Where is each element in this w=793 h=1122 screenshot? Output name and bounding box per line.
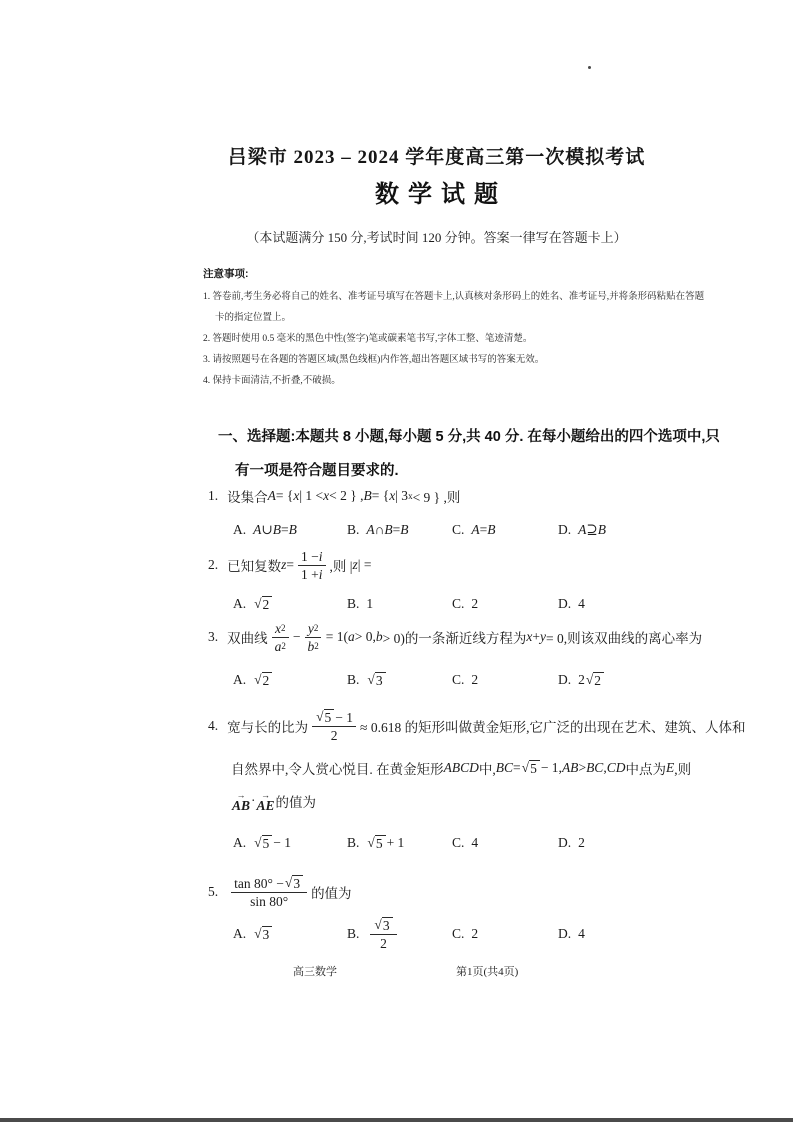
math-variable: a bbox=[274, 638, 282, 654]
option-value: A ∩ B = B bbox=[366, 522, 409, 537]
vector-arrow-icon: → bbox=[261, 789, 271, 800]
radicand: 3 bbox=[375, 672, 386, 688]
fraction-numerator: x 2 bbox=[272, 621, 289, 638]
fraction-denominator: b 2 bbox=[307, 638, 319, 654]
paper-subject-title: 数学试题 bbox=[375, 182, 507, 208]
section-title bbox=[218, 420, 720, 488]
options-row bbox=[208, 917, 670, 951]
option-value: 4 bbox=[578, 596, 585, 611]
option-label: A. bbox=[233, 596, 247, 611]
option-value: 1 bbox=[366, 596, 374, 611]
vector bbox=[257, 791, 275, 812]
notice-line: 1. 答卷前,考生务必将自己的姓名、准考证号填写在答题卡上,认真核对条形码上的姓名、准考证号,并将条形码粘贴在答题 bbox=[203, 292, 705, 302]
math-variable: CD bbox=[606, 760, 626, 775]
option-a bbox=[233, 835, 291, 851]
math-variable: B bbox=[272, 522, 281, 537]
option-c bbox=[452, 835, 478, 851]
fraction-numerator: y 2 bbox=[305, 621, 322, 638]
option-a bbox=[233, 672, 273, 688]
math-variable: B bbox=[597, 522, 606, 537]
option-value: 2 bbox=[471, 672, 479, 687]
footer-course-label: 高三数学 bbox=[293, 966, 337, 978]
option-value: 2 bbox=[578, 835, 585, 850]
fraction-numerator: tan 80° − √ 3 bbox=[231, 875, 307, 893]
square-root bbox=[254, 835, 272, 851]
fraction bbox=[312, 709, 356, 743]
section-title-line2: 有一项是符合题目要求的. bbox=[235, 463, 399, 479]
question-number: 4. bbox=[208, 718, 219, 733]
math-variable: b bbox=[375, 629, 383, 644]
scan-edge-bar bbox=[0, 1118, 793, 1122]
option-label: B. bbox=[347, 522, 360, 537]
radical-sign-icon: √ bbox=[316, 709, 324, 724]
question-text-line: 4. 宽与长的比为 √ 5 − 1 2 ≈ 0.618 的矩形叫做黄金矩形,它广泛的出现在艺术、建筑、人体和 bbox=[208, 709, 746, 743]
option-value: 2 √ 2 bbox=[578, 672, 605, 688]
notice-line: 2. 答题时使用 0.5 毫米的黑色中性(签字)笔或碳素笔书写,字体工整、笔迹清楚。 bbox=[203, 334, 533, 344]
radicand: 2 bbox=[262, 596, 273, 612]
option-value: 2 bbox=[471, 596, 479, 611]
math-variable: B bbox=[288, 522, 297, 537]
math-variable: z bbox=[352, 557, 358, 572]
math-variable: A bbox=[366, 522, 375, 537]
math-variable: A bbox=[471, 522, 480, 537]
square-root bbox=[254, 672, 272, 688]
scan-dot-artifact bbox=[588, 66, 591, 69]
radicand: 3 bbox=[382, 917, 393, 933]
question-number: 1. bbox=[208, 488, 219, 503]
radical-sign-icon: √ bbox=[374, 917, 382, 932]
notice-heading: 注意事项: bbox=[203, 268, 249, 280]
fraction bbox=[370, 917, 396, 951]
square-root bbox=[522, 760, 540, 776]
option-value: A ⊇ B bbox=[578, 522, 606, 537]
notice-item bbox=[203, 287, 705, 329]
question-number: 3. bbox=[208, 629, 219, 644]
option-label: A. bbox=[233, 926, 247, 941]
notice-line: 卡的指定位置上。 bbox=[215, 313, 292, 323]
option-d bbox=[558, 926, 585, 942]
math-variable: BC bbox=[495, 760, 514, 775]
option-b bbox=[347, 522, 409, 538]
math-variable: B bbox=[363, 488, 372, 503]
square-root bbox=[367, 672, 385, 688]
question-number: 5. bbox=[208, 884, 219, 899]
question-5 bbox=[208, 870, 670, 951]
vector-arrow-icon: → bbox=[236, 789, 246, 800]
option-d bbox=[558, 596, 585, 612]
option-c bbox=[452, 522, 496, 538]
math-variable: x bbox=[293, 488, 300, 503]
math-variable: x bbox=[526, 629, 533, 644]
fraction-denominator: 1 + i bbox=[301, 566, 323, 582]
question-2 bbox=[208, 546, 670, 618]
option-value bbox=[366, 672, 386, 688]
question-text-line: 1. 设集合 A = { x | 1 < x < 2 } , B = { x | 3 x < 9 } ,则 bbox=[208, 488, 461, 505]
math-variable: A bbox=[267, 488, 276, 503]
option-value bbox=[253, 926, 273, 942]
question-number: 2. bbox=[208, 557, 219, 572]
fraction-numerator bbox=[370, 917, 396, 935]
option-value: 4 bbox=[578, 926, 585, 941]
question-text-line: 2. 已知复数 z = 1 − i 1 + i ,则 | z | = bbox=[208, 548, 372, 582]
square-root bbox=[285, 875, 303, 891]
square-root bbox=[254, 926, 272, 942]
options-row bbox=[208, 590, 670, 618]
option-b bbox=[347, 917, 401, 951]
math-variable: y bbox=[539, 629, 546, 644]
option-value bbox=[253, 672, 273, 688]
math-variable: x bbox=[389, 488, 396, 503]
notice-item bbox=[203, 350, 669, 371]
math-variable: b bbox=[307, 638, 315, 654]
math-variable: B bbox=[384, 522, 393, 537]
radicand: 3 bbox=[292, 875, 303, 891]
option-value bbox=[253, 596, 273, 612]
square-root bbox=[374, 917, 392, 933]
vector-name: AE bbox=[256, 797, 275, 813]
option-label: D. bbox=[558, 596, 572, 611]
radicand: 5 bbox=[324, 709, 335, 725]
math-variable: x bbox=[323, 488, 330, 503]
option-value: A = B bbox=[471, 522, 496, 537]
math-variable: E bbox=[665, 760, 675, 775]
option-label: C. bbox=[452, 522, 465, 537]
question-text-line: 3. 双曲线 x 2 a 2 − y 2 b 2 = 1( a > 0, b > 0)的一条渐近线方程为 x + y = 0,则该双曲线的离心率为 bbox=[208, 620, 703, 654]
question-text-line: 5. tan 80° − √ 3 sin 80° 的值为 bbox=[208, 875, 352, 909]
radicand: 5 bbox=[262, 835, 273, 851]
vector-name: AB bbox=[232, 797, 251, 813]
math-variable: a bbox=[347, 629, 355, 644]
notice-line: 4. 保持卡面清洁,不折叠,不破损。 bbox=[203, 376, 341, 386]
option-label: A. bbox=[233, 672, 247, 687]
option-b bbox=[347, 835, 404, 851]
options-row bbox=[208, 516, 670, 544]
fraction-denominator: a 2 bbox=[274, 638, 286, 654]
fraction-denominator: 2 bbox=[330, 728, 338, 743]
question-1 bbox=[208, 485, 670, 544]
square-root bbox=[586, 672, 604, 688]
fraction-numerator: √ 5 − 1 bbox=[312, 709, 356, 727]
radicand: 2 bbox=[593, 672, 604, 688]
option-value bbox=[366, 917, 400, 951]
notice-line: 3. 请按照题号在各题的答题区域(黑色线框)内作答,超出答题区域书写的答案无效。 bbox=[203, 355, 545, 365]
option-value: √ 5 + 1 bbox=[367, 835, 405, 851]
math-variable: BC bbox=[586, 760, 604, 775]
option-a bbox=[233, 522, 297, 538]
fraction bbox=[272, 621, 289, 654]
option-label: C. bbox=[452, 596, 465, 611]
radical-sign-icon: √ bbox=[521, 760, 530, 775]
fraction bbox=[298, 549, 326, 582]
question-text-line: → AB · → AE 的值为 bbox=[232, 789, 317, 813]
math-variable: B bbox=[487, 522, 496, 537]
option-a bbox=[233, 596, 273, 612]
option-value: 2 bbox=[471, 926, 479, 941]
question-4 bbox=[208, 704, 746, 857]
fraction bbox=[231, 875, 307, 909]
math-variable: x bbox=[275, 620, 281, 636]
option-c bbox=[452, 596, 478, 612]
exam-instructions-note: （本试题满分 150 分,考试时间 120 分钟。答案一律写在答题卡上） bbox=[246, 230, 627, 245]
option-d bbox=[558, 672, 605, 688]
option-label: D. bbox=[558, 672, 572, 687]
option-value: 4 bbox=[471, 835, 479, 850]
option-label: D. bbox=[558, 522, 572, 537]
math-variable: i bbox=[318, 548, 323, 564]
option-label: C. bbox=[452, 926, 465, 941]
option-label: B. bbox=[347, 596, 360, 611]
math-variable: AB bbox=[561, 760, 579, 775]
option-label: D. bbox=[558, 926, 572, 941]
square-root bbox=[367, 835, 385, 851]
square-root bbox=[254, 596, 272, 612]
radical-sign-icon: √ bbox=[367, 672, 375, 687]
option-b bbox=[347, 672, 387, 688]
option-d bbox=[558, 522, 606, 538]
math-variable: z bbox=[281, 557, 287, 572]
notice-item bbox=[203, 371, 669, 392]
option-label: D. bbox=[558, 835, 572, 850]
option-value: √ 5 − 1 bbox=[254, 835, 292, 851]
option-label: A. bbox=[233, 522, 247, 537]
option-c bbox=[452, 672, 478, 688]
fraction bbox=[305, 621, 322, 654]
option-label: A. bbox=[233, 835, 247, 850]
options-row bbox=[208, 666, 670, 694]
fraction-denominator: 2 bbox=[380, 936, 387, 951]
radical-sign-icon: √ bbox=[585, 672, 594, 687]
exam-title: 吕梁市 2023 – 2024 学年度高三第一次模拟考试 bbox=[227, 147, 646, 168]
radicand: 3 bbox=[262, 926, 273, 942]
option-label: B. bbox=[347, 835, 360, 850]
radicand: 5 bbox=[375, 835, 386, 851]
square-root bbox=[316, 709, 334, 725]
radical-sign-icon: √ bbox=[254, 672, 262, 687]
option-a bbox=[233, 926, 273, 942]
option-d bbox=[558, 835, 585, 851]
section-title-line1: 一、选择题:本题共 8 小题,每小题 5 分,共 40 分. 在每小题给出的四个选项中,只 bbox=[218, 429, 720, 445]
question-3 bbox=[208, 616, 703, 694]
footer-page-number: 第1页(共4页) bbox=[456, 966, 519, 978]
math-variable: ABCD bbox=[443, 760, 479, 775]
vector bbox=[232, 791, 250, 812]
math-variable: A bbox=[578, 522, 587, 537]
option-c bbox=[452, 926, 478, 942]
question-text-line: 自然界中,令人赏心悦目. 在黄金矩形 ABCD 中, BC = √ 5 − 1, AB > BC , CD 中点为 E ,则 bbox=[231, 760, 692, 777]
math-variable: B bbox=[400, 522, 409, 537]
option-label: C. bbox=[452, 672, 465, 687]
options-row bbox=[208, 829, 670, 857]
notice-section bbox=[203, 266, 705, 392]
fraction-denominator: sin 80° bbox=[250, 894, 289, 909]
math-variable: i bbox=[318, 566, 323, 582]
radicand: 2 bbox=[262, 672, 273, 688]
option-label: C. bbox=[452, 835, 465, 850]
option-b bbox=[347, 596, 373, 612]
math-variable: A bbox=[253, 522, 262, 537]
option-value: A ∪ B = B bbox=[253, 522, 297, 537]
fraction-numerator: 1 − i bbox=[298, 549, 326, 566]
notice-items bbox=[203, 287, 705, 392]
radicand: 5 bbox=[529, 760, 540, 776]
radical-sign-icon: √ bbox=[284, 875, 293, 890]
option-label: B. bbox=[347, 672, 360, 687]
math-variable: y bbox=[307, 620, 314, 636]
radical-sign-icon: √ bbox=[254, 926, 262, 941]
radical-sign-icon: √ bbox=[367, 835, 375, 850]
radical-sign-icon: √ bbox=[254, 835, 262, 850]
option-label: B. bbox=[347, 926, 360, 941]
notice-item bbox=[203, 329, 669, 350]
radical-sign-icon: √ bbox=[254, 596, 262, 611]
